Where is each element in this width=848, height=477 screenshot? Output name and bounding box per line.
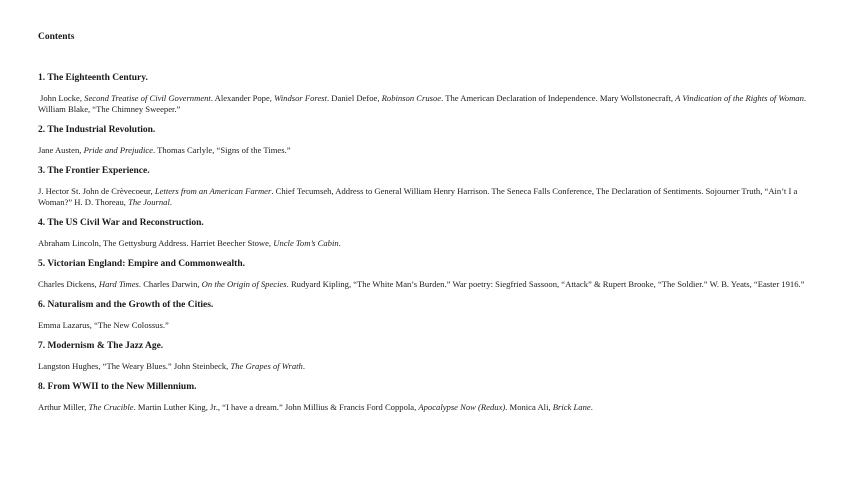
contents-section [38, 381, 828, 413]
section-heading: 5. Victorian England: Empire and Commonwealth. [38, 259, 245, 269]
contents-section [38, 258, 828, 290]
work-title: Brick Lane [552, 402, 591, 412]
section-heading: 1. The Eighteenth Century. [38, 73, 148, 83]
work-title: Windsor Forest [274, 93, 327, 103]
reading-text: Jane Austen, [38, 145, 84, 155]
contents-section [38, 299, 828, 331]
section-readings [38, 93, 828, 115]
contents-section [38, 72, 828, 115]
reading-text: Emma Lazarus, “The New Colossus.” [38, 320, 169, 330]
work-title: The Crucible [88, 402, 134, 412]
reading-text: . Chief Tecumseh, Address to General William Henry Harrison. The Seneca Falls Conference, The Declaration of Sentiments. Sojourner Truth, “Ain’t I a Woman?” H. D. Thoreau, [38, 186, 798, 207]
reading-text: Charles Dickens, [38, 279, 99, 289]
contents-section [38, 340, 828, 372]
reading-text: . Thomas Carlyle, “Signs of the Times.” [152, 145, 291, 155]
section-heading: 2. The Industrial Revolution. [38, 125, 156, 135]
section-readings [38, 320, 828, 331]
contents-section [38, 165, 828, 208]
reading-text: . The American Declaration of Independence. Mary Wollstonecraft, [441, 93, 676, 103]
reading-text: . [302, 361, 305, 371]
section-heading: 7. Modernism & The Jazz Age. [38, 341, 164, 351]
reading-text: . [338, 238, 341, 248]
work-title: Robinson Crusoe [381, 93, 442, 103]
work-title: The Grapes of Wrath [230, 361, 303, 371]
reading-text: . William Blake, “The Chimney Sweeper.” [38, 93, 807, 114]
section-readings [38, 279, 828, 290]
contents-section [38, 124, 828, 156]
reading-text: . Monica Ali, [505, 402, 553, 412]
reading-text: . Daniel Defoe, [327, 93, 382, 103]
reading-text: John Locke, [40, 93, 85, 103]
reading-text: J. Hector St. John de Crèvecoeur, [38, 186, 155, 196]
section-heading: 4. The US Civil War and Reconstruction. [38, 218, 204, 228]
work-title: The Journal [128, 197, 170, 207]
section-heading: 8. From WWII to the New Millennium. [38, 382, 197, 392]
work-title: Letters from an American Farmer [154, 186, 272, 196]
contents-list [38, 72, 828, 413]
section-readings [38, 186, 828, 208]
reading-text: . [590, 402, 593, 412]
section-heading: 6. Naturalism and the Growth of the Cities. [38, 300, 214, 310]
work-title: Second Treatise of Civil Government [84, 93, 211, 103]
work-title: Pride and Prejudice [83, 145, 153, 155]
reading-text: . Rudyard Kipling, “The White Man’s Burden.” War poetry: Siegfried Sassoon, “Attack” & Rupert Brooke, “The Soldier.” W. B. Yeats, “Easter 1916.” [286, 279, 805, 289]
work-title: Apocalypse Now (Redux) [418, 402, 506, 412]
reading-text: Arthur Miller, [38, 402, 89, 412]
reading-text: . [169, 197, 173, 207]
reading-text: . Charles Darwin, [138, 279, 202, 289]
work-title: A Vindication of the Rights of Woman [675, 93, 804, 103]
section-heading: 3. The Frontier Experience. [38, 166, 150, 176]
section-readings [38, 145, 828, 156]
reading-text: . Martin Luther King, Jr., “I have a dream.” John Millius & Francis Ford Coppola, [133, 402, 419, 412]
section-readings [38, 238, 828, 249]
reading-text: . Alexander Pope, [210, 93, 275, 103]
work-title: Uncle Tom’s Cabin [273, 238, 339, 248]
reading-text: Langston Hughes, “The Weary Blues.” John Steinbeck, [38, 361, 231, 371]
contents-section [38, 217, 828, 249]
section-readings [38, 402, 828, 413]
work-title: Hard Times [98, 279, 139, 289]
work-title: On the Origin of Species [201, 279, 287, 289]
contents-title: Contents [38, 32, 75, 42]
reading-text: Abraham Lincoln, The Gettysburg Address. Harriet Beecher Stowe, [38, 238, 274, 248]
section-readings [38, 361, 828, 372]
